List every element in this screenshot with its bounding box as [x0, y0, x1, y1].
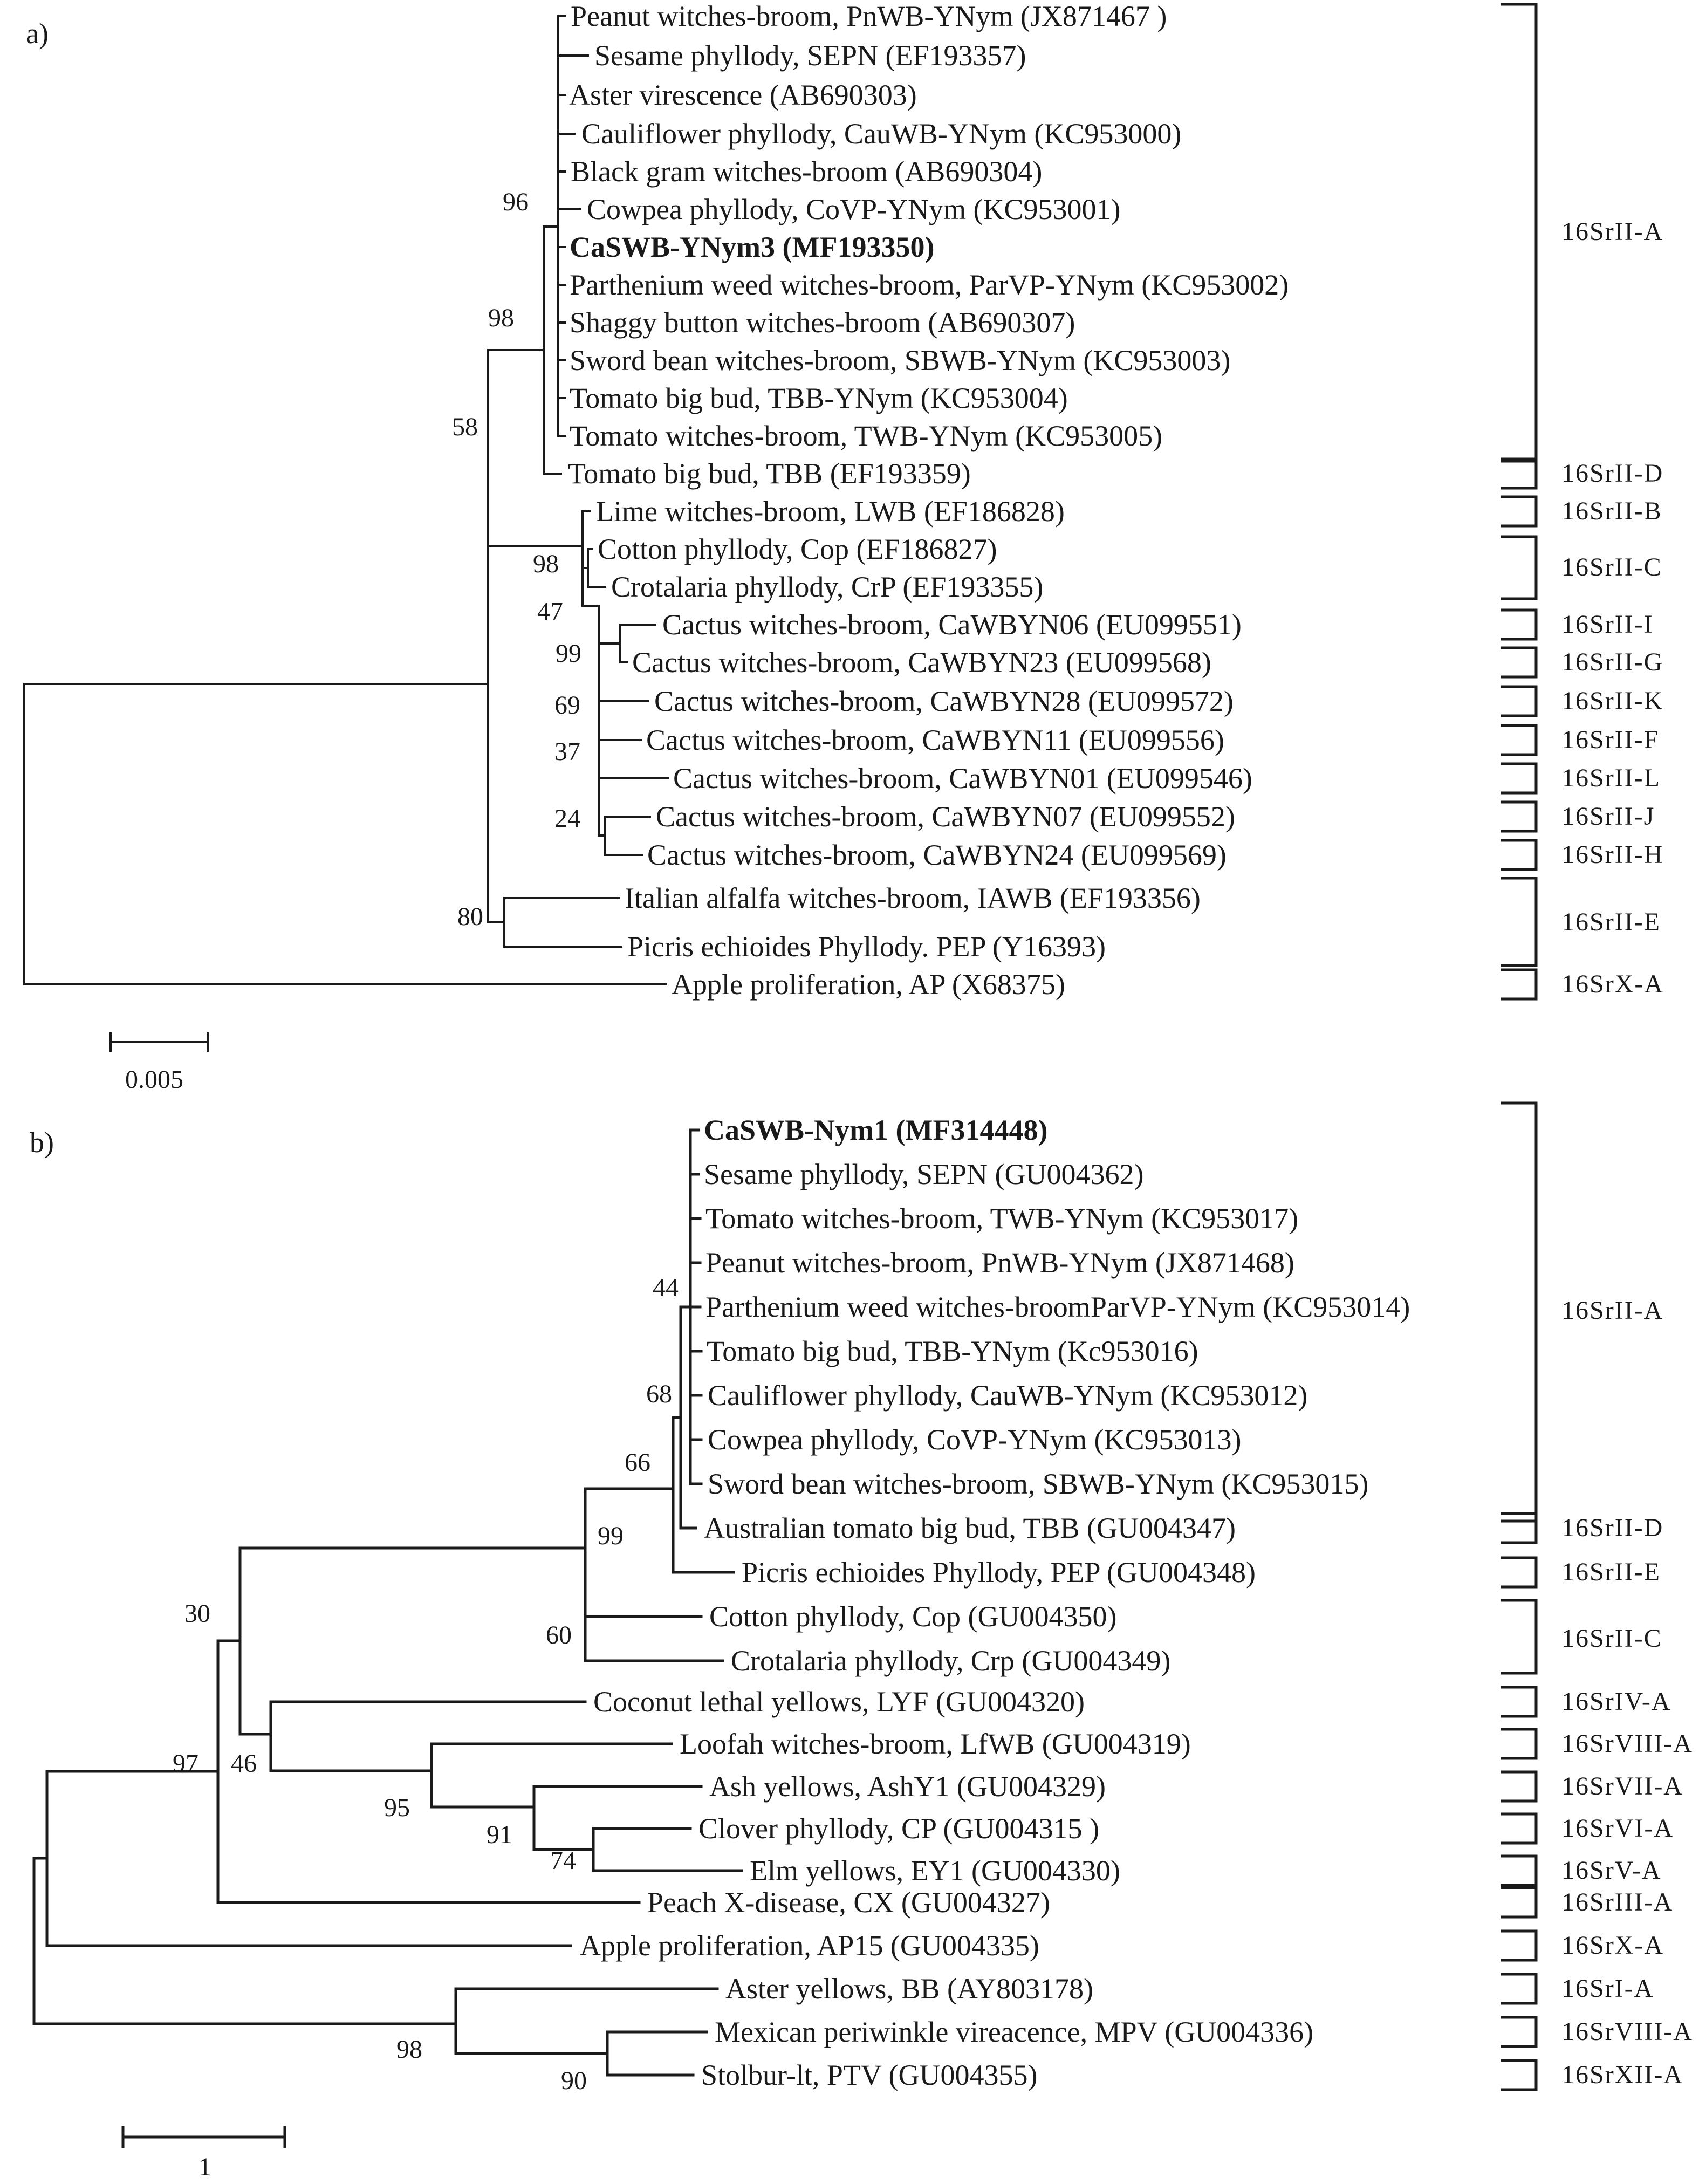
bootstrap-value: 96	[503, 188, 529, 216]
group-label: 16SrVIII-A	[1561, 1729, 1693, 1758]
scale-bar-label: 1	[198, 2153, 211, 2181]
taxon-label: Cactus witches-broom, CaWBYN01 (EU099546)	[673, 762, 1252, 795]
group-label: 16SrII-E	[1561, 908, 1661, 936]
taxon-label: Tomato witches-broom, TWB-YNym (KC953005)	[570, 420, 1163, 452]
bootstrap-value: 69	[554, 691, 580, 720]
group-label: 16SrII-B	[1561, 497, 1662, 525]
taxon-label: Sesame phyllody, SEPN (GU004362)	[704, 1158, 1144, 1190]
bootstrap-value: 99	[598, 1522, 624, 1550]
bootstrap-value: 98	[488, 304, 514, 332]
taxon-label: Peanut witches-broom, PnWB-YNym (JX871468)	[705, 1247, 1294, 1279]
group-label: 16SrII-C	[1561, 1624, 1662, 1653]
taxon-label: Tomato big bud, TBB-YNym (Kc953016)	[707, 1335, 1198, 1367]
group-label: 16SrII-C	[1561, 553, 1662, 581]
group-label: 16SrII-A	[1561, 217, 1664, 246]
bootstrap-value: 47	[537, 597, 563, 626]
group-label: 16SrII-E	[1561, 1558, 1661, 1586]
taxon-label: Cactus witches-broom, CaWBYN06 (EU099551)	[662, 608, 1242, 641]
taxon-label: Coconut lethal yellows, LYF (GU004320)	[593, 1686, 1085, 1718]
bootstrap-value: 60	[546, 1621, 572, 1649]
taxon-label: Apple proliferation, AP (X68375)	[672, 968, 1065, 1001]
bootstrap-value: 95	[384, 1793, 410, 1822]
group-label: 16SrII-L	[1561, 764, 1661, 792]
bootstrap-value: 91	[487, 1820, 512, 1849]
taxon-label: Black gram witches-broom (AB690304)	[571, 155, 1043, 188]
group-label: 16SrXII-A	[1561, 2060, 1683, 2089]
taxon-label: Elm yellows, EY1 (GU004330)	[750, 1854, 1120, 1887]
bootstrap-value: 30	[184, 1599, 210, 1628]
taxon-label: Clover phyllody, CP (GU004315 )	[698, 1812, 1099, 1845]
bootstrap-value: 90	[561, 2066, 587, 2095]
taxon-label: Peach X-disease, CX (GU004327)	[647, 1886, 1050, 1919]
bootstrap-value: 74	[550, 1846, 576, 1875]
taxon-label: Mexican periwinkle vireacence, MPV (GU004336)	[715, 2016, 1314, 2048]
taxon-label: Tomato big bud, TBB (EF193359)	[568, 457, 971, 490]
taxon-label: Cowpea phyllody, CoVP-YNym (KC953001)	[587, 193, 1121, 225]
group-label: 16SrII-I	[1561, 610, 1654, 639]
bootstrap-value: 99	[556, 639, 581, 668]
panel-a-letter: a)	[26, 17, 49, 50]
taxon-label: Crotalaria phyllody, Crp (GU004349)	[731, 1645, 1171, 1677]
taxon-label: Sword bean witches-broom, SBWB-YNym (KC953015)	[708, 1468, 1369, 1500]
taxon-label: Cowpea phyllody, CoVP-YNym (KC953013)	[708, 1423, 1242, 1456]
taxon-label: Cauliflower phyllody, CauWB-YNym (KC953012)	[708, 1379, 1308, 1412]
taxon-label: Parthenium weed witches-broom, ParVP-YNym (KC953002)	[570, 269, 1289, 301]
bootstrap-value: 97	[173, 1749, 198, 1778]
taxon-label: Tomato big bud, TBB-YNym (KC953004)	[570, 382, 1068, 414]
taxon-label: Tomato witches-broom, TWB-YNym (KC953017)	[705, 1202, 1299, 1235]
group-brackets-a	[1502, 4, 1536, 999]
group-label: 16SrVI-A	[1561, 1814, 1674, 1843]
group-label: 16SrVII-A	[1561, 1772, 1683, 1800]
group-label: 16SrII-G	[1561, 648, 1664, 676]
group-brackets-b	[1502, 1103, 1536, 2090]
bootstrap-value: 98	[533, 550, 559, 578]
panel-b-letter: b)	[30, 1126, 54, 1159]
bootstrap-value: 58	[452, 413, 478, 441]
taxon-label: Sesame phyllody, SEPN (EF193357)	[594, 39, 1026, 72]
group-label: 16SrII-D	[1561, 1514, 1664, 1542]
group-label: 16SrII-F	[1561, 725, 1660, 754]
taxon-label: Cotton phyllody, Cop (EF186827)	[598, 533, 997, 565]
group-label: 16SrII-H	[1561, 840, 1664, 869]
bootstrap-value: 37	[554, 737, 580, 766]
taxon-label: Cactus witches-broom, CaWBYN24 (EU099569)	[647, 839, 1227, 871]
taxon-label: Shaggy button witches-broom (AB690307)	[570, 306, 1075, 339]
scale-bar-b	[123, 2127, 285, 2147]
taxon-label: Cactus witches-broom, CaWBYN28 (EU099572)	[654, 685, 1234, 717]
group-label: 16SrV-A	[1561, 1856, 1662, 1885]
taxon-label: Picris echioides Phyllody, PEP (GU004348)	[742, 1556, 1256, 1589]
taxon-label: Cauliflower phyllody, CauWB-YNym (KC953000)	[581, 118, 1182, 150]
group-label: 16SrII-J	[1561, 802, 1655, 831]
taxon-label: Aster yellows, BB (AY803178)	[725, 1973, 1093, 2005]
taxon-label: Stolbur-lt, PTV (GU004355)	[701, 2059, 1038, 2091]
bootstrap-value: 66	[625, 1448, 650, 1477]
group-label: 16SrX-A	[1561, 970, 1664, 998]
group-label: 16SrX-A	[1561, 1931, 1664, 1960]
bootstrap-value: 80	[457, 902, 483, 931]
group-label: 16SrII-D	[1561, 459, 1664, 488]
taxon-label-query: CaSWB-Nym1 (MF314448)	[704, 1114, 1048, 1146]
scale-bar-label: 0.005	[125, 1065, 183, 1094]
taxon-label: Italian alfalfa witches-broom, IAWB (EF193356)	[625, 882, 1201, 914]
taxon-label-query: CaSWB-YNym3 (MF193350)	[570, 231, 935, 263]
taxon-label: Sword bean witches-broom, SBWB-YNym (KC953003)	[570, 344, 1231, 376]
taxon-label: Loofah witches-broom, LfWB (GU004319)	[680, 1728, 1191, 1760]
taxon-label: Peanut witches-broom, PnWB-YNym (JX871467 )	[571, 0, 1167, 32]
taxon-label: Cactus witches-broom, CaWBYN07 (EU099552)	[656, 800, 1235, 833]
group-label: 16SrII-K	[1561, 687, 1664, 715]
taxon-label: Parthenium weed witches-broomParVP-YNym (KC953014)	[705, 1291, 1410, 1323]
bootstrap-value: 98	[396, 2035, 422, 2064]
scale-bar-a	[111, 1033, 208, 1051]
taxon-label: Cactus witches-broom, CaWBYN11 (EU099556)	[646, 724, 1224, 756]
taxon-label: Ash yellows, AshY1 (GU004329)	[709, 1770, 1106, 1803]
taxon-label: Aster virescence (AB690303)	[569, 79, 917, 111]
bootstrap-value: 44	[653, 1274, 679, 1302]
taxon-label: Lime witches-broom, LWB (EF186828)	[596, 495, 1065, 528]
bootstrap-value: 24	[554, 804, 580, 833]
taxon-label: Cotton phyllody, Cop (GU004350)	[709, 1600, 1117, 1633]
bootstrap-value: 68	[646, 1380, 672, 1408]
group-label: 16SrVIII-A	[1561, 2017, 1693, 2046]
group-label: 16SrI-A	[1561, 1974, 1654, 2003]
taxon-label: Apple proliferation, AP15 (GU004335)	[580, 1929, 1039, 1962]
taxon-label: Cactus witches-broom, CaWBYN23 (EU099568)	[632, 646, 1211, 679]
group-label: 16SrIII-A	[1561, 1888, 1674, 1916]
bootstrap-value: 46	[231, 1749, 257, 1778]
taxon-label: Crotalaria phyllody, CrP (EF193355)	[611, 571, 1044, 603]
taxon-label: Australian tomato big bud, TBB (GU004347)	[704, 1512, 1236, 1544]
group-label: 16SrIV-A	[1561, 1687, 1671, 1716]
group-label: 16SrII-A	[1561, 1296, 1664, 1325]
taxon-label: Picris echioides Phyllody. PEP (Y16393)	[627, 930, 1106, 963]
